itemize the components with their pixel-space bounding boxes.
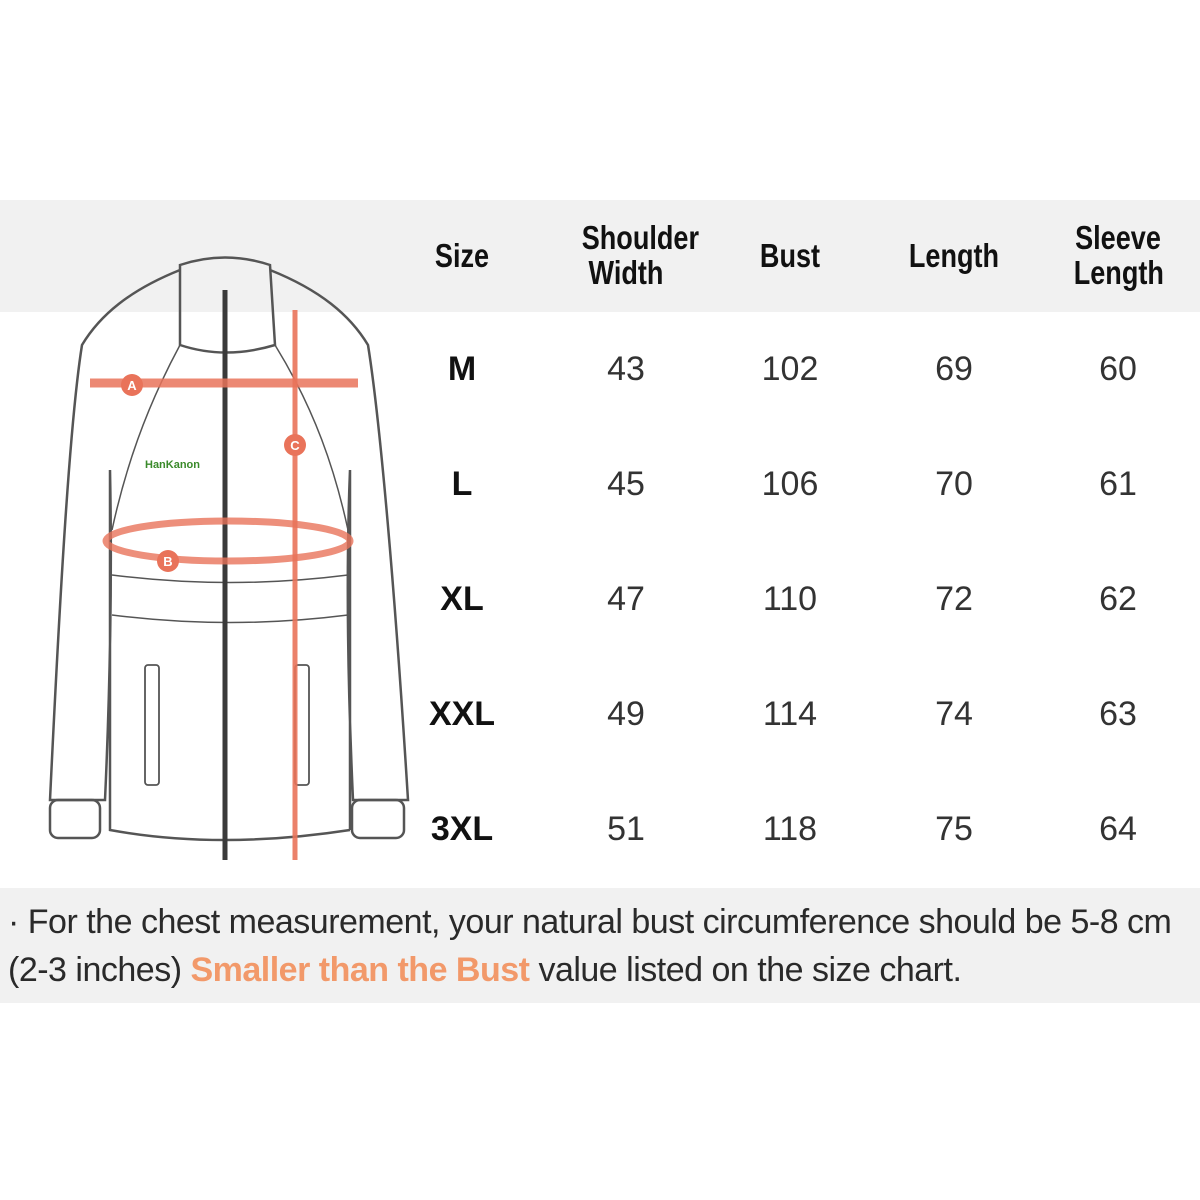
cell-sleeve-length: 60 bbox=[1099, 350, 1137, 388]
cell-shoulder-width: 43 bbox=[607, 350, 645, 388]
marker-b-label: B bbox=[163, 554, 173, 569]
marker-a-label: A bbox=[127, 378, 137, 393]
raglan-seam-right bbox=[275, 345, 348, 530]
jacket-waist-line bbox=[112, 615, 348, 623]
cell-sleeve-length: 63 bbox=[1099, 695, 1137, 733]
header-shoulder-width: Shoulder Width bbox=[581, 219, 699, 291]
brand-logo: HanKanon bbox=[145, 459, 200, 471]
raglan-seam-left bbox=[112, 345, 180, 530]
note-highlight: Smaller than the Bust bbox=[190, 951, 530, 989]
cell-length: 69 bbox=[935, 350, 973, 388]
header-size: Size bbox=[434, 236, 490, 274]
pocket-left bbox=[145, 665, 159, 785]
header-sleeve-length: Sleeve Length bbox=[1073, 219, 1164, 291]
cell-bust: 118 bbox=[762, 810, 818, 848]
note-text-before: For the chest measurement, your natural bust circumference should be 5-8 cm (2-3 inches) bbox=[8, 903, 1172, 989]
cell-sleeve-length: 64 bbox=[1099, 810, 1137, 848]
cell-shoulder-width: 51 bbox=[607, 810, 645, 848]
cell-bust: 106 bbox=[761, 465, 819, 503]
marker-c-label: C bbox=[290, 438, 300, 453]
cell-length: 74 bbox=[935, 695, 973, 733]
cell-size: 3XL bbox=[430, 810, 494, 848]
cell-shoulder-width: 47 bbox=[607, 580, 645, 618]
jacket-hem-line bbox=[112, 575, 348, 583]
cell-size: L bbox=[451, 465, 473, 503]
table-row bbox=[380, 772, 1200, 887]
header-bust: Bust bbox=[759, 236, 821, 274]
note-text-after: value listed on the size chart. bbox=[538, 951, 962, 989]
cell-shoulder-width: 49 bbox=[607, 695, 645, 733]
table-header-row bbox=[380, 200, 1200, 312]
cell-size: XXL bbox=[428, 695, 496, 733]
header-length: Length bbox=[908, 236, 1000, 274]
table-row bbox=[380, 312, 1200, 427]
note-bullet: · bbox=[8, 903, 19, 941]
table-row bbox=[380, 427, 1200, 542]
table-row bbox=[380, 542, 1200, 657]
cell-bust: 102 bbox=[761, 350, 819, 388]
jacket-diagram bbox=[30, 240, 430, 880]
cell-size: XL bbox=[440, 580, 484, 618]
cell-length: 72 bbox=[935, 580, 973, 618]
cell-shoulder-width: 45 bbox=[607, 465, 645, 503]
cell-length: 75 bbox=[935, 810, 973, 848]
cuff-left bbox=[50, 800, 100, 838]
size-chart-table bbox=[380, 200, 1200, 887]
cell-length: 70 bbox=[935, 465, 973, 503]
bust-ellipse bbox=[106, 521, 350, 561]
cell-sleeve-length: 62 bbox=[1099, 580, 1137, 618]
sizing-note bbox=[0, 888, 1200, 1003]
cell-sleeve-length: 61 bbox=[1099, 465, 1137, 503]
table-row bbox=[380, 657, 1200, 772]
cell-size: M bbox=[447, 350, 477, 388]
cell-bust: 110 bbox=[762, 580, 818, 618]
cell-bust: 114 bbox=[762, 695, 818, 733]
